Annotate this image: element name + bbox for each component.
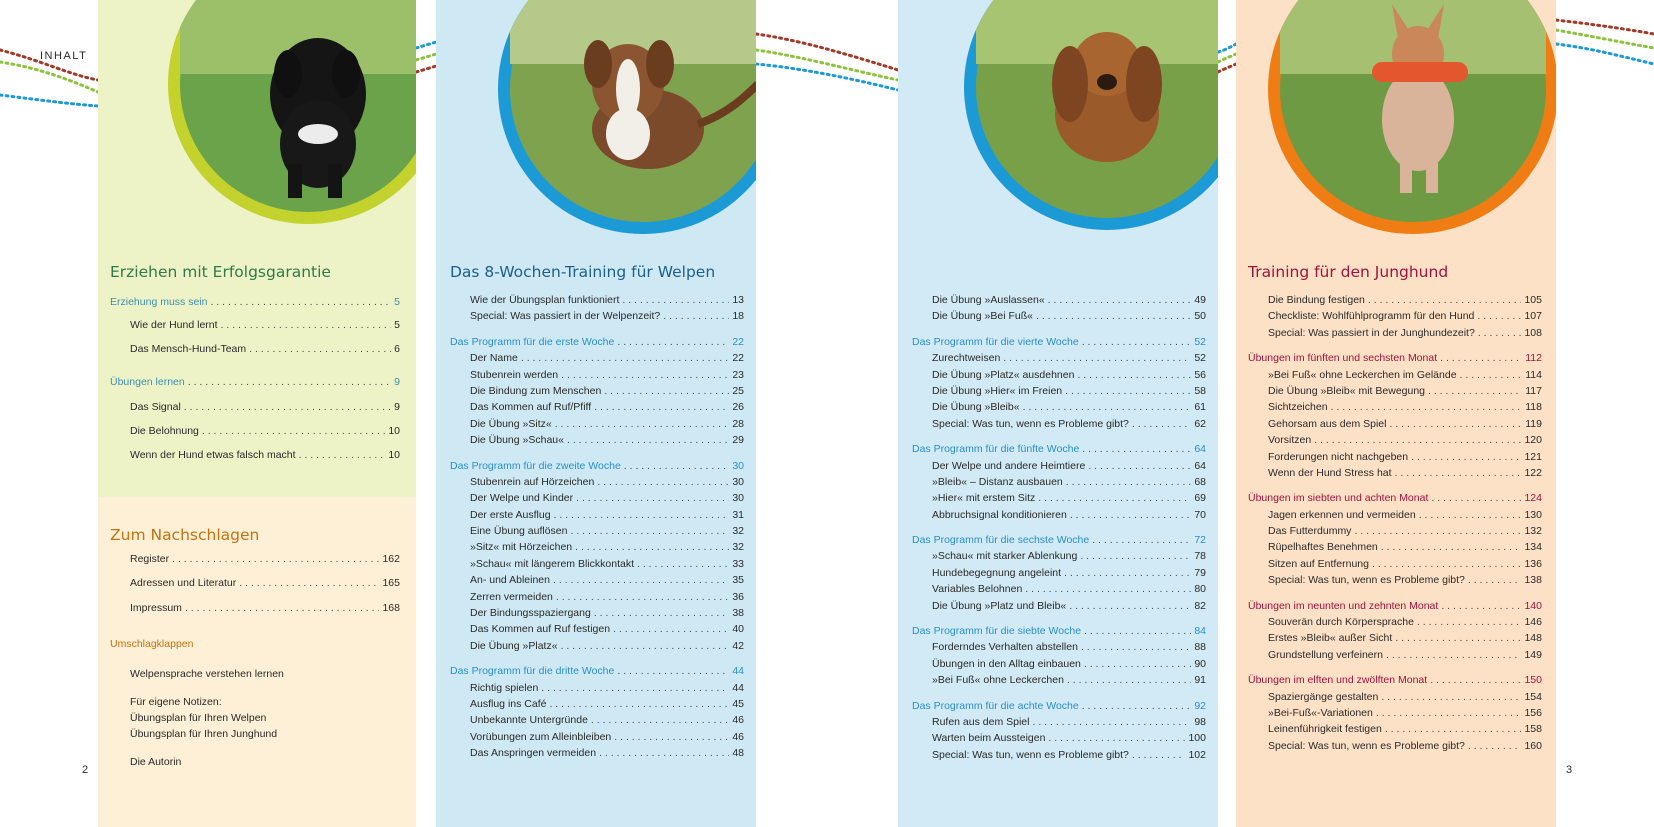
toc-entry[interactable]: »Bei Fuß« ohne Leckerchen im Gelände . . . 114 [1248, 369, 1542, 385]
toc-entry[interactable]: Übungen in den Alltag einbauen . . . 90 [912, 658, 1206, 674]
toc-entry[interactable]: »Bleib« – Distanz ausbauen . . . 68 [912, 476, 1206, 492]
toc-section[interactable]: Das Programm für die achte Woche . . . 92 [912, 700, 1206, 716]
toc-entry[interactable]: Souverän durch Körpersprache . . . 146 [1248, 616, 1542, 632]
toc-entry[interactable]: Wie der Hund lernt . . . 5 [110, 319, 400, 335]
toc-entry[interactable]: Der Bindungsspaziergang . . . 38 [450, 607, 744, 623]
toc-entry[interactable]: »Bei Fuß« ohne Leckerchen . . . 91 [912, 674, 1206, 690]
toc-entry[interactable]: Die Übung »Schau« . . . 29 [450, 434, 744, 450]
toc-entry[interactable]: »Sitz« mit Hörzeichen . . . 32 [450, 541, 744, 557]
toc-entry[interactable]: Das Futterdummy . . . 132 [1248, 525, 1542, 541]
toc-section[interactable]: Das Programm für die fünfte Woche . . . 64 [912, 443, 1206, 459]
flaps-list [130, 666, 284, 770]
toc-entry[interactable]: Der Welpe und Kinder . . . 30 [450, 492, 744, 508]
toc-entry[interactable]: Vorsitzen . . . 120 [1248, 434, 1542, 450]
toc-section[interactable]: Erziehung muss sein . . . 5 [110, 296, 400, 312]
toc-section[interactable]: Übungen im neunten und zehnten Monat . . . 140 [1248, 600, 1542, 616]
toc-entry[interactable]: Leinenführigkeit festigen . . . 158 [1248, 723, 1542, 739]
toc-entry[interactable]: Register . . . 162 [130, 553, 400, 569]
toc-entry[interactable]: Spaziergänge gestalten . . . 154 [1248, 691, 1542, 707]
puppy-photo-brown-white [498, 0, 756, 234]
dog-photo-with-dummy [1268, 0, 1556, 234]
flap-item[interactable]: Die Autorin [130, 756, 182, 768]
toc-entry[interactable]: Das Anspringen vermeiden . . . 48 [450, 747, 744, 763]
toc-entry[interactable]: Der Name . . . 22 [450, 352, 744, 368]
heading-erziehen: Erziehen mit Erfolgsgarantie [110, 263, 331, 281]
toc-entry[interactable]: Wenn der Hund Stress hat . . . 122 [1248, 467, 1542, 483]
toc-entry[interactable]: Eine Übung auflösen . . . 32 [450, 525, 744, 541]
toc-entry[interactable]: Stubenrein auf Hörzeichen . . . 30 [450, 476, 744, 492]
toc-entry[interactable]: Abbruchsignal konditionieren . . . 70 [912, 509, 1206, 525]
toc-entry[interactable]: »Hier« mit erstem Sitz . . . 69 [912, 492, 1206, 508]
heading-welpen: Das 8-Wochen-Training für Welpen [450, 263, 716, 281]
toc-entry[interactable]: Checkliste: Wohlfühlprogramm für den Hund . . . 107 [1248, 310, 1542, 326]
toc-section[interactable]: Das Programm für die vierte Woche . . . 52 [912, 336, 1206, 352]
toc-entry[interactable]: Wenn der Hund etwas falsch macht . . . 10 [110, 449, 400, 465]
toc-entry[interactable]: Das Signal . . . 9 [110, 401, 400, 417]
toc-entry[interactable]: Special: Was passiert in der Junghundezeit? . . . 108 [1248, 327, 1542, 343]
flap-item[interactable]: Welpensprache verstehen lernen [130, 668, 284, 680]
toc-entry[interactable]: Warten beim Aussteigen . . . 100 [912, 732, 1206, 748]
toc-entry[interactable]: Forderndes Verhalten abstellen . . . 88 [912, 641, 1206, 657]
toc-section[interactable]: Das Programm für die erste Woche . . . 22 [450, 336, 744, 352]
toc-entry[interactable]: Adressen und Literatur . . . 165 [130, 577, 400, 593]
toc-entry[interactable]: Die Übung »Sitz« . . . 28 [450, 418, 744, 434]
toc-entry[interactable]: Jagen erkennen und vermeiden . . . 130 [1248, 509, 1542, 525]
flap-item[interactable]: Für eigene Notizen: [130, 696, 222, 708]
heading-junghund: Training für den Junghund [1248, 263, 1449, 281]
toc-entry[interactable]: Special: Was passiert in der Welpenzeit? . . . 18 [450, 310, 744, 326]
toc-entry[interactable]: Die Übung »Hier« im Freien . . . 58 [912, 385, 1206, 401]
toc-entry[interactable]: Die Bindung festigen . . . 105 [1248, 294, 1542, 310]
puppy-photo-dachshund [964, 0, 1218, 230]
heading-nachschlagen: Zum Nachschlagen [110, 526, 260, 544]
toc-section[interactable]: Übungen im elften und zwölften Monat . . . 150 [1248, 674, 1542, 690]
toc-section[interactable]: Das Programm für die dritte Woche . . . 44 [450, 665, 744, 681]
flap-item[interactable]: Übungsplan für Ihren Welpen [130, 712, 267, 724]
toc-entry[interactable]: Das Mensch-Hund-Team . . . 6 [110, 343, 400, 359]
toc-entry[interactable]: Rufen aus dem Spiel . . . 98 [912, 716, 1206, 732]
column-welpen [436, 0, 756, 827]
toc-entry[interactable]: Der erste Ausflug . . . 31 [450, 509, 744, 525]
toc-welpen [450, 294, 744, 764]
toc-entry[interactable]: Vorübungen zum Alleinbleiben . . . 46 [450, 731, 744, 747]
toc-entry[interactable]: Rüpelhaftes Benehmen . . . 134 [1248, 541, 1542, 557]
toc-entry[interactable]: Die Übung »Bei Fuß« . . . 50 [912, 310, 1206, 326]
toc-entry[interactable]: Die Übung »Auslassen« . . . 49 [912, 294, 1206, 310]
toc-section[interactable]: Übungen im fünften und sechsten Monat . . . 112 [1248, 352, 1542, 368]
toc-entry[interactable]: Stubenrein werden . . . 23 [450, 369, 744, 385]
toc-entry[interactable]: Special: Was tun, wenn es Probleme gibt? . . . 62 [912, 418, 1206, 434]
flaps-title: Umschlagklappen [110, 638, 194, 650]
column-erziehen [98, 0, 416, 827]
toc-section[interactable]: Das Programm für die sechste Woche . . . 72 [912, 534, 1206, 550]
toc-entry[interactable]: Richtig spielen . . . 44 [450, 682, 744, 698]
page-number-left: 2 [82, 764, 89, 776]
toc-entry[interactable]: Sichtzeichen . . . 118 [1248, 401, 1542, 417]
toc-entry[interactable]: Die Übung »Bleib« . . . 61 [912, 401, 1206, 417]
toc-entry[interactable]: Special: Was tun, wenn es Probleme gibt? . . . 138 [1248, 574, 1542, 590]
toc-entry[interactable]: Unbekannte Untergründe . . . 46 [450, 714, 744, 730]
toc-welpen-continued [912, 294, 1206, 765]
flap-item[interactable]: Übungsplan für Ihren Junghund [130, 728, 278, 740]
toc-section[interactable]: Das Programm für die zweite Woche . . . 30 [450, 460, 744, 476]
toc-entry[interactable]: Die Bindung zum Menschen . . . 25 [450, 385, 744, 401]
toc-junghund [1248, 294, 1542, 756]
toc-entry[interactable]: Forderungen nicht nachgeben . . . 121 [1248, 451, 1542, 467]
toc-entry[interactable]: An- und Ableinen . . . 35 [450, 574, 744, 590]
toc-entry[interactable]: Impressum . . . 168 [130, 602, 400, 618]
toc-entry[interactable]: Die Übung »Platz« . . . 42 [450, 640, 744, 656]
toc-entry[interactable]: Gehorsam aus dem Spiel . . . 119 [1248, 418, 1542, 434]
toc-entry[interactable]: Die Übung »Platz und Bleib« . . . 82 [912, 600, 1206, 616]
toc-entry[interactable]: »Schau« mit längerem Blickkontakt . . . 33 [450, 558, 744, 574]
toc-entry[interactable]: Das Kommen auf Ruf/Pfiff . . . 26 [450, 401, 744, 417]
toc-entry[interactable]: Der Welpe und andere Heimtiere . . . 64 [912, 460, 1206, 476]
column-welpen-continued [898, 0, 1218, 827]
toc-section[interactable]: Das Programm für die siebte Woche . . . 84 [912, 625, 1206, 641]
toc-entry[interactable]: »Bei-Fuß«-Variationen . . . 156 [1248, 707, 1542, 723]
toc-entry[interactable]: Grundstellung verfeinern . . . 149 [1248, 649, 1542, 665]
toc-entry[interactable]: Das Kommen auf Ruf festigen . . . 40 [450, 623, 744, 639]
toc-entry[interactable]: Die Belohnung . . . 10 [110, 425, 400, 441]
toc-erziehen [110, 296, 400, 466]
toc-entry[interactable]: Sitzen auf Entfernung . . . 136 [1248, 558, 1542, 574]
toc-entry[interactable]: Special: Was tun, wenn es Probleme gibt? . . . 160 [1248, 740, 1542, 756]
toc-entry[interactable]: Wie der Übungsplan funktioniert . . . 13 [450, 294, 744, 310]
toc-entry[interactable]: »Schau« mit starker Ablenkung . . . 78 [912, 550, 1206, 566]
toc-entry[interactable]: Die Übung »Bleib« mit Bewegung . . . 117 [1248, 385, 1542, 401]
toc-entry[interactable]: Special: Was tun, wenn es Probleme gibt? . . . 102 [912, 749, 1206, 765]
column-junghund [1236, 0, 1556, 827]
toc-entry[interactable]: Variables Belohnen . . . 80 [912, 583, 1206, 599]
toc-nachschlagen [130, 553, 400, 618]
page-number-right: 3 [1566, 764, 1573, 776]
toc-entry[interactable]: Ausflug ins Café . . . 45 [450, 698, 744, 714]
toc-entry[interactable]: Die Übung »Platz« ausdehnen . . . 56 [912, 369, 1206, 385]
toc-entry[interactable]: Zurechtweisen . . . 52 [912, 352, 1206, 368]
toc-entry[interactable]: Zerren vermeiden . . . 36 [450, 591, 744, 607]
running-head: INHALT [40, 50, 88, 62]
toc-entry[interactable]: Hundebegegnung angeleint . . . 79 [912, 567, 1206, 583]
toc-section[interactable]: Übungen lernen . . . 9 [110, 376, 400, 392]
toc-section[interactable]: Übungen im siebten und achten Monat . . . 124 [1248, 492, 1542, 508]
toc-entry[interactable]: Erstes »Bleib« außer Sicht . . . 148 [1248, 632, 1542, 648]
